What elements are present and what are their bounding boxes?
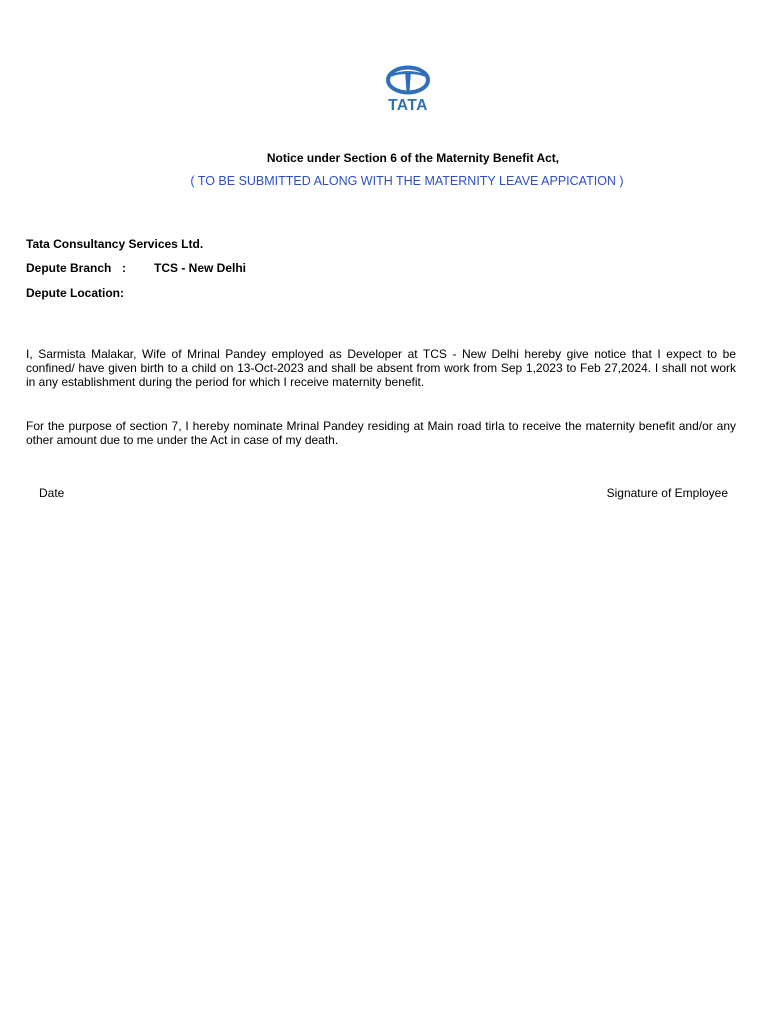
tata-logo-icon	[379, 64, 437, 112]
depute-branch-separator: :	[122, 261, 126, 275]
depute-branch-value: TCS - New Delhi	[154, 261, 247, 275]
notice-paragraph-1: I, Sarmista Malakar, Wife of Mrinal Pandey employed as Developer at TCS - New Delhi hereby give notice that I expect to be confined/ have given birth to a child on 13-Oct-2023 and shall be absent from work from Sep 1,2023 to Feb 27,2024. I shall not work in any establishment during the period for which I receive maternity benefit.	[26, 347, 736, 389]
nomination-paragraph: For the purpose of section 7, I hereby nominate Mrinal Pandey residing at Main road tirla to receive the maternity benefit and/or any other amount due to me under the Act in case of my death.	[26, 419, 736, 447]
depute-branch-row	[26, 261, 246, 275]
depute-branch-label: Depute Branch	[26, 261, 112, 275]
signature-label: Signature of Employee	[606, 486, 728, 500]
tata-wordmark: TATA	[388, 97, 428, 112]
date-label: Date	[39, 486, 65, 500]
tata-logo	[379, 64, 437, 112]
company-name: Tata Consultancy Services Ltd.	[26, 237, 204, 251]
notice-subtitle: ( TO BE SUBMITTED ALONG WITH THE MATERNITY LEAVE APPICATION )	[190, 174, 624, 188]
depute-location-label: Depute Location:	[26, 286, 124, 300]
notice-title: Notice under Section 6 of the Maternity Benefit Act,	[266, 151, 560, 165]
